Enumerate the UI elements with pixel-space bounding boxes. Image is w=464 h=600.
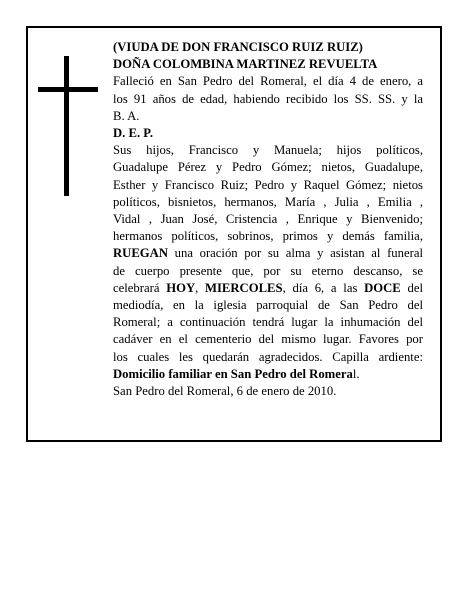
family-line: hermanos políticos, sobrinos, primos y demás familia, <box>113 229 423 244</box>
death-line-1: Falleció en San Pedro del Romeral, el día 4 de enero, a <box>113 74 423 89</box>
deceased-name: DOÑA COLOMBINA MARTINEZ REVUELTA <box>113 57 378 72</box>
ruegan-rest: una oración por su alma y asistan al funeral <box>167 246 423 261</box>
family-line: Vidal , Juan José, Cristencia , Enrique y Bienvenido; <box>113 212 423 227</box>
family-line: Guadalupe Pérez y Pedro Gómez; nietos, Guadalupe, <box>113 160 423 175</box>
service-miercoles: MIERCOLES <box>205 280 283 295</box>
domicilio-bold: Domicilio familiar en San Pedro del Romera <box>113 366 353 381</box>
place-date-line: San Pedro del Romeral, 6 de enero de 2010. <box>113 384 337 399</box>
service-line-2: de cuerpo presente que, por su eterno descanso, se <box>113 263 423 278</box>
service-line-3 <box>113 280 423 297</box>
death-line-2: los 91 años de edad, habiendo recibido los SS. SS. y la <box>113 91 423 106</box>
family-line: políticos, bisnietos, hermanos, María , Julia , Emilia , <box>113 194 423 209</box>
family-line: Sus hijos, Francisco y Manuela; hijos políticos, <box>113 143 423 158</box>
ruegan-word: RUEGAN <box>113 246 168 261</box>
dep-line: D. E. P. <box>113 126 154 141</box>
service-line: los cuales les quedarán agradecidos. Capilla ardiente: <box>113 349 423 364</box>
service-pre: celebrará <box>113 280 167 295</box>
service-post: del <box>400 280 423 295</box>
service-comma: , <box>195 280 206 295</box>
service-line: cadáver en el cementerio del mismo lugar. Favores por <box>113 332 423 347</box>
cross-vertical-bar <box>64 56 69 196</box>
widow-of-line: (VIUDA DE DON FRANCISCO RUIZ RUIZ) <box>113 40 363 54</box>
ruegan-line <box>113 245 423 262</box>
service-hoy: HOY <box>166 280 196 295</box>
cross-horizontal-bar <box>38 87 98 92</box>
obituary-text <box>113 39 423 400</box>
service-line: Romeral; a continuación tendrá lugar la inhumación del <box>113 315 423 330</box>
service-mid: , día 6, a las <box>282 280 365 295</box>
family-line: Esther y Francisco Ruiz; Pedro y Raquel Gómez; nietos <box>113 177 423 192</box>
domicilio-line <box>113 366 423 383</box>
service-doce: DOCE <box>364 280 401 295</box>
domicilio-tail: l. <box>352 366 360 381</box>
death-line-3: B. A. <box>113 108 140 123</box>
latin-cross-icon <box>38 56 98 196</box>
service-line: mediodía, en la iglesia parroquial de San Pedro del <box>113 298 423 313</box>
